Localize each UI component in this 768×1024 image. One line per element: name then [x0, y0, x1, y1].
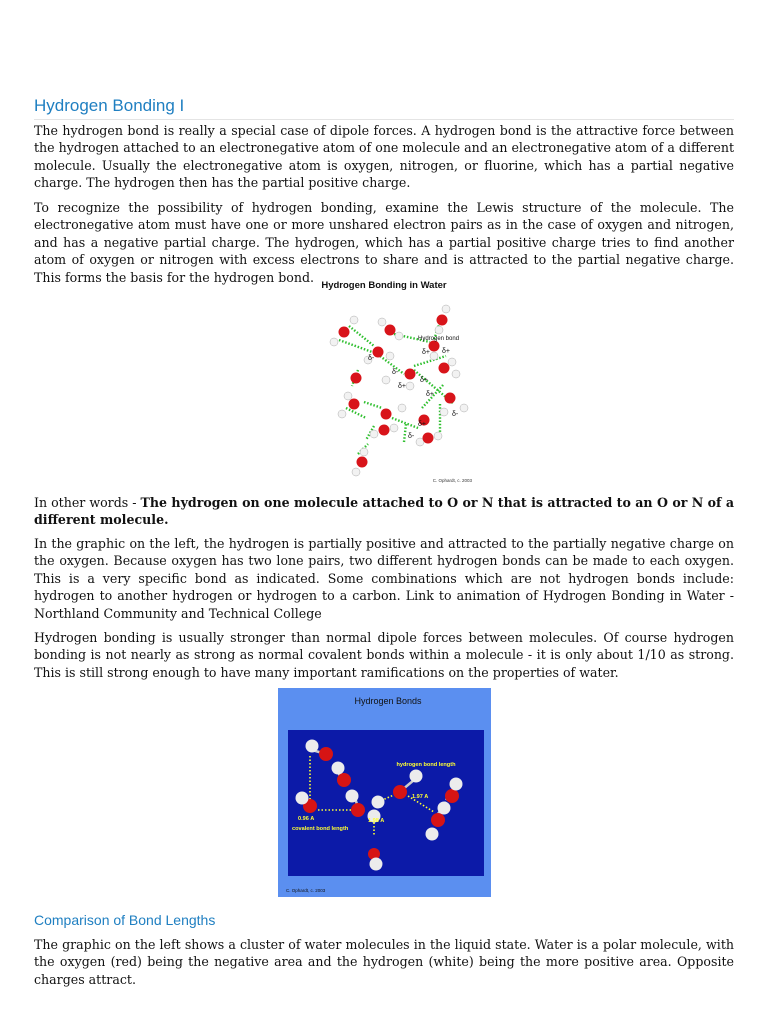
figure2-title: Hydrogen Bonds [354, 696, 422, 706]
svg-text:δ+: δ+ [398, 383, 406, 390]
svg-text:δ-: δ- [452, 411, 459, 418]
paragraph-intro: The hydrogen bond is really a special case of dipole forces. A hydrogen bond is the attractive force between the hydrogen attached to an electronegative atom of one molecule and an electronegative atom of a different molecule. Usually the electronegative atom is oxygen, nitrogen, or fluorine, which has a partial negative charge. The hydrogen then has the partial positive charge. [34, 123, 734, 191]
paragraph-graphic-explanation: In the graphic on the left, the hydrogen is partially positive and attracted to the partially negative charge on the oxygen. Because oxygen has two lone pairs, two different hydrogen bonds can be made to each oxygen. This is a very specific bond as indicated. Some combinations which are not hydrogen bonds include: hydrogen to another hydrogen or hydrogen to a carbon. Link to animation of Hydrogen Bonding in Water - Northland Community and Technical College [34, 536, 734, 621]
covalent-length-label: covalent bond length [292, 826, 349, 832]
svg-text:δ+: δ+ [418, 421, 426, 428]
figure2-credit: C. Ophardt, c. 2003 [286, 888, 326, 893]
figure-hydrogen-bonds [278, 688, 491, 897]
svg-text:δ+: δ+ [420, 377, 428, 384]
hbond-value-1: 1.97 A [412, 794, 429, 800]
svg-text:δ+: δ+ [422, 349, 430, 356]
figure1-credit: C. Ophardt, c. 2003 [432, 478, 472, 483]
svg-text:δ+: δ+ [426, 391, 434, 398]
svg-text:δ+: δ+ [442, 348, 450, 355]
paragraph-lewis-structure: To recognize the possibility of hydrogen bonding, examine the Lewis structure of the molecule. The electronegative atom must have one or more unshared electron pairs as in the case of oxygen and nitrogen, and has a negative partial charge. The hydrogen, which has a partial positive charge tries to find another atom of oxygen or nitrogen with excess electrons to share and is attracted to the partial negative charge. This forms the basis for the hydrogen bond. [34, 200, 734, 285]
paragraph-strength: Hydrogen bonding is usually stronger than normal dipole forces between molecules. Of course hydrogen bonding is not nearly as strong as normal covalent bonds within a molecule - it is only about 1/10 as strong. This is still strong enough to have many important ramifications on the properties of water. [34, 630, 734, 680]
svg-text:δ-: δ- [392, 369, 399, 376]
covalent-value: 0.96 A [298, 816, 315, 822]
water-molecules [330, 305, 468, 476]
svg-text:δ-: δ- [408, 433, 415, 440]
svg-text:δ-: δ- [368, 355, 375, 362]
figure-hydrogen-bonding-in-water [294, 276, 474, 486]
page-title: Hydrogen Bonding I [34, 96, 734, 120]
paragraph-in-other-words: In other words - The hydrogen on one molecule attached to O or N that is attracted to an O or N of a different molecule. [34, 495, 734, 528]
section-heading-bond-lengths: Comparison of Bond Lengths [34, 912, 216, 928]
hbond-value-2: 1.98 A [368, 818, 385, 824]
hbond-label: Hydrogen bond [418, 336, 460, 342]
key-definition: The hydrogen on one molecule attached to O or N that is attracted to an O or N of a different molecule. [34, 495, 734, 528]
figure1-title: Hydrogen Bonding in Water [321, 280, 447, 291]
hbond-length-label: hydrogen bond length [396, 762, 456, 768]
paragraph-cluster: The graphic on the left shows a cluster of water molecules in the liquid state. Water is a polar molecule, with the oxygen (red) being the negative area and the hydrogen (white) being the more positive area. Opposite charges attract. [34, 937, 734, 987]
